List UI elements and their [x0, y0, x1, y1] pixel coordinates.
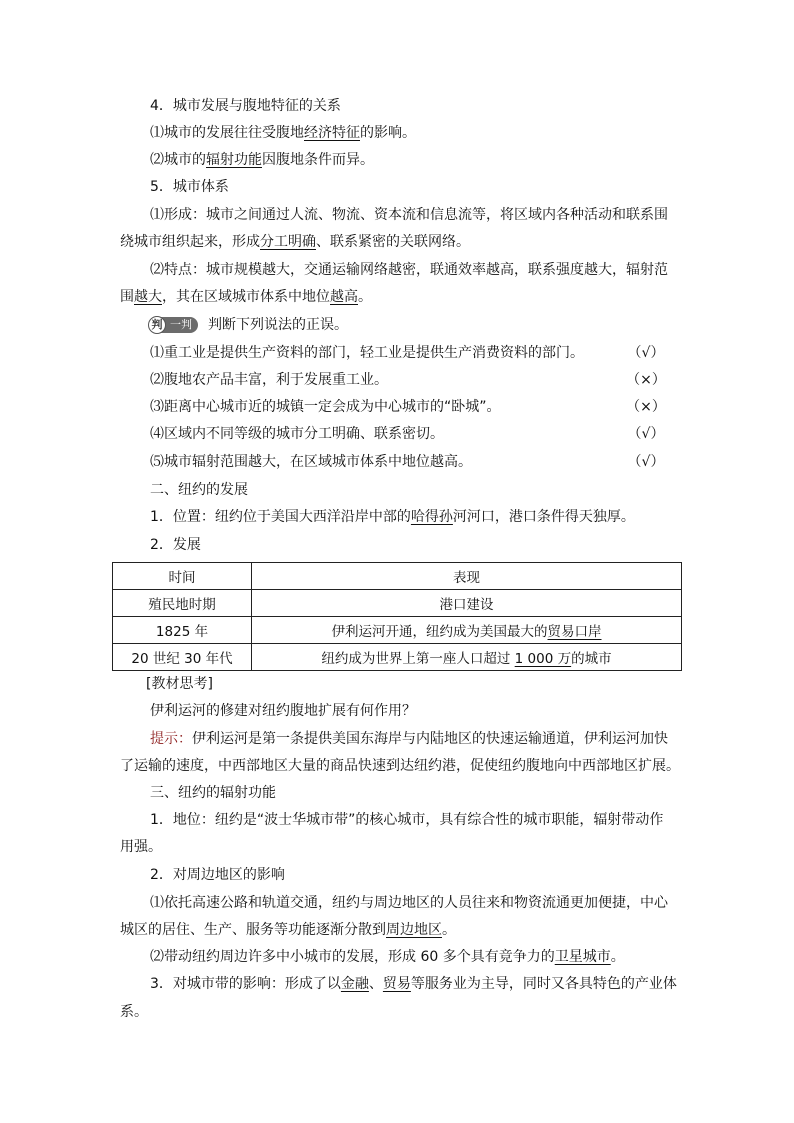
text: 伊利运河开通，纽约成为美国最大的 [331, 624, 548, 640]
table-cell-time: 20 世纪 30 年代 [113, 644, 252, 671]
text: [教材思考] [146, 676, 213, 692]
hint-label: 提示： [150, 731, 192, 747]
subheading [150, 534, 680, 556]
text: ，其在区域城市体系中地位 [162, 289, 330, 305]
underlined-answer: 贸易 [382, 976, 411, 992]
judge-item [150, 396, 680, 418]
text: 的城市 [571, 651, 612, 667]
text: 等服务业为主导，同时又各具特色的产业体 [410, 976, 677, 992]
table-row [113, 644, 682, 671]
text: ⑴依托高速公路和轨道交通，纽约与周边地区的人员往来和物资流通更加便捷，中心 [150, 895, 668, 911]
text: 3．对城市带的影响：形成了以 [150, 976, 341, 992]
section-heading [150, 176, 680, 198]
judge-badge-icon [150, 317, 198, 333]
subheading [150, 864, 680, 886]
heading-text: 三、纽约的辐射功能 [150, 785, 276, 801]
section-heading [150, 479, 680, 501]
paragraph [150, 149, 680, 171]
paragraph [150, 122, 680, 144]
paragraph-continuation [120, 836, 680, 858]
text: 。 [358, 289, 372, 305]
judge-mark: （√） [627, 345, 665, 361]
judge-item [150, 423, 680, 445]
text: 。 [610, 949, 625, 965]
heading-text: 二、纽约的发展 [150, 482, 248, 498]
text: ⑵城市的 [150, 152, 206, 168]
table-row [113, 590, 682, 617]
paragraph [150, 892, 680, 914]
text: ⑵带动纽约周边许多中小城市的发展，形成 60 多个具有竞争力的 [150, 949, 555, 965]
text: 围 [120, 289, 134, 305]
underlined-answer: 哈得孙 [410, 509, 453, 525]
section-heading [150, 782, 680, 804]
judge-badge-char: 判 [148, 316, 166, 334]
paragraph-continuation [120, 231, 680, 253]
table-header-row [113, 563, 682, 590]
table-cell-desc [252, 644, 682, 671]
table-row [113, 617, 682, 644]
instruction-text: 判断下列说法的正误。 [208, 317, 348, 333]
paragraph [150, 809, 680, 831]
paragraph [150, 946, 680, 968]
judge-mark: （√） [627, 426, 665, 442]
answer [150, 728, 680, 750]
judge-instruction [150, 314, 680, 336]
judge-item [150, 342, 680, 364]
paragraph [150, 204, 680, 226]
text: 用强。 [120, 839, 162, 855]
text: ⑴形成：城市之间通过人流、物流、资本流和信息流等，将区域内各种活动和联系围 [150, 207, 668, 223]
underlined-answer: 卫星城市 [554, 949, 611, 965]
text: 河河口，港口条件得天独厚。 [452, 509, 635, 525]
text: 纽约成为世界上第一座人口超过 [321, 651, 515, 667]
judge-statement: ⑸城市辐射范围越大，在区域城市体系中地位越高。 [150, 454, 472, 470]
text: 的影响。 [360, 125, 416, 141]
underlined-answer: 经济特征 [304, 125, 360, 141]
question [150, 700, 680, 722]
judge-statement: ⑷区域内不同等级的城市分工明确、联系密切。 [150, 426, 444, 442]
text: 、联系紧密的关联网络。 [316, 234, 470, 250]
paragraph-continuation [120, 286, 680, 308]
text: ⑵特点：城市规模越大，交通运输网络越密，联通效率越高，联系强度越大，辐射范 [150, 262, 668, 278]
text: 、 [368, 976, 383, 992]
heading-text: 5．城市体系 [150, 179, 229, 195]
table-header-cell: 时间 [113, 563, 252, 590]
paragraph [150, 259, 680, 281]
text: 绕城市组织起来，形成 [120, 234, 260, 250]
text: 。 [442, 922, 456, 938]
table-cell-desc [252, 617, 682, 644]
underlined-answer: 越高 [330, 289, 358, 305]
text: 了运输的速度，中西部地区大量的商品快速到达纽约港，促使纽约腹地向中西部地区扩展。 [120, 758, 680, 774]
judge-statement: ⑵腹地农产品丰富，利于发展重工业。 [150, 372, 388, 388]
text: 1．位置：纽约位于美国大西洋沿岸中部的 [150, 509, 411, 525]
section-heading [150, 95, 680, 117]
thinking-label [146, 673, 676, 695]
text: 因腹地条件而异。 [262, 152, 374, 168]
table-header-cell: 表现 [252, 563, 682, 590]
judge-mark: （×） [626, 399, 666, 415]
underlined-answer: 贸易口岸 [547, 624, 602, 640]
text: 伊利运河的修建对纽约腹地扩展有何作用？ [150, 703, 416, 719]
table-cell-desc [252, 590, 682, 617]
table-cell-time: 殖民地时期 [113, 590, 252, 617]
judge-mark: （√） [627, 454, 665, 470]
text: 1．地位：纽约是“波士华城市带”的核心城市，具有综合性的城市职能，辐射带动作 [150, 812, 664, 828]
underlined-answer: 分工明确 [260, 234, 316, 250]
heading-text: 4．城市发展与腹地特征的关系 [150, 98, 341, 114]
underlined-answer: 周边地区 [386, 922, 442, 938]
answer-continuation [120, 755, 680, 777]
judge-item [150, 451, 680, 473]
text: 港口建设 [439, 597, 494, 613]
text: 2．发展 [150, 537, 201, 553]
text: 伊利运河是第一条提供美国东海岸与内陆地区的快速运输通道，伊利运河加快 [192, 731, 668, 747]
judge-item [150, 369, 680, 391]
table-cell-time: 1825 年 [113, 617, 252, 644]
judge-badge-text: 一判 [170, 318, 192, 331]
text: ⑴城市的发展往往受腹地 [150, 125, 304, 141]
paragraph [150, 973, 680, 995]
paragraph [150, 506, 680, 528]
underlined-answer: 1 000 万 [514, 651, 572, 667]
text: 城区的居住、生产、服务等功能逐渐分散到 [120, 922, 386, 938]
underlined-answer: 金融 [340, 976, 369, 992]
judge-mark: （×） [626, 372, 666, 388]
underlined-answer: 辐射功能 [206, 152, 262, 168]
paragraph-continuation [120, 1001, 680, 1023]
development-table [112, 562, 682, 671]
judge-statement: ⑴重工业是提供生产资料的部门，轻工业是提供生产消费资料的部门。 [150, 345, 584, 361]
text: 2．对周边地区的影响 [150, 867, 285, 883]
judge-statement: ⑶距离中心城市近的城镇一定会成为中心城市的“卧城”。 [150, 399, 501, 415]
paragraph-continuation [120, 919, 680, 941]
underlined-answer: 越大 [134, 289, 162, 305]
text: 系。 [120, 1004, 148, 1020]
